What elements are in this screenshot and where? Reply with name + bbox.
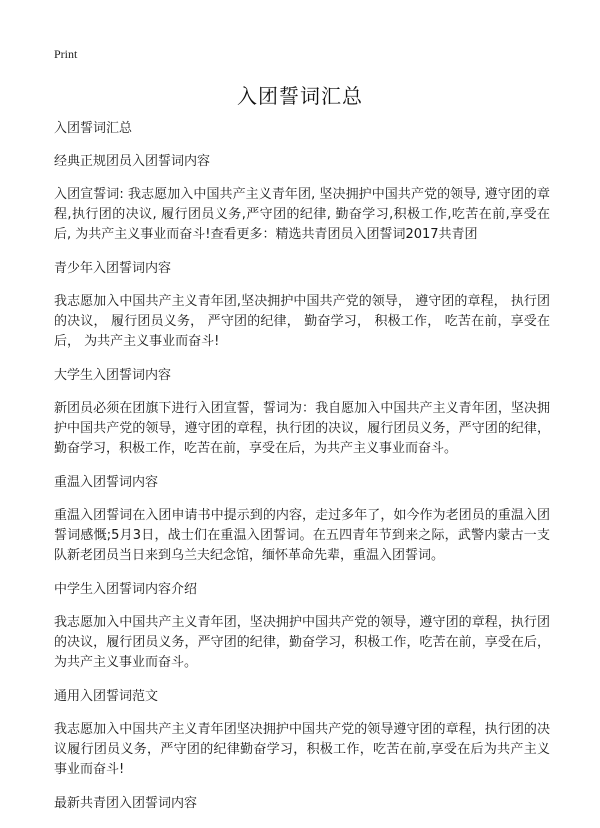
section-heading: 最新共青团入团誓词内容 (54, 796, 198, 811)
intro-text: 入团誓词汇总 (54, 121, 133, 136)
section-body: 入团宣誓词: 我志愿加入中国共产主义青年团, 坚决拥护中国共产党的领导, 遵守团的章程,执行团的决议, 履行团员义务,严守团的纪律, 勤奋学习,积极工作,吃苦在前,享受在后, 为共产主义事业而奋斗!查看更多：精选共青团员入团誓词2017共青团 (54, 187, 550, 242)
section-latest (54, 794, 550, 814)
section-general (54, 687, 550, 780)
section-renew (54, 473, 550, 566)
section-heading: 中学生入团誓词内容介绍 (54, 582, 198, 597)
section-body: 重温入团誓词在入团申请书中提示到的内容，走过多年了，如今作为老团员的重温入团誓词感慨;5月3日，战士们在重温入团誓词。在五四青年节到来之际，武警内蒙古一支队新老团员当日来到乌兰夫纪念馆，缅怀革命先辈，重温入团誓词。 (54, 508, 550, 563)
section-middle-school (54, 580, 550, 673)
section-classic (54, 152, 550, 245)
section-body: 我志愿加入中国共产主义青年团，坚决拥护中国共产党的领导，遵守团的章程，执行团的决议，履行团员义务，严守团的纪律，勤奋学习，积极工作，吃苦在前，享受在后，为共产主义事业而奋斗。 (54, 615, 550, 670)
print-label: Print (54, 47, 78, 61)
section-body: 新团员必须在团旗下进行入团宣誓，誓词为：我自愿加入中国共产主义青年团，坚决拥护中国共产党的领导，遵守团的章程，执行团的决议，履行团员义务，严守团的纪律，勤奋学习，积极工作，吃苦在前，享受在后，为共产主义事业而奋斗。 (54, 401, 550, 456)
section-heading: 经典正规团员入团誓词内容 (54, 154, 211, 169)
document-title: 入团誓词汇总 (237, 84, 363, 108)
section-youth (54, 259, 550, 352)
section-heading: 重温入团誓词内容 (54, 475, 159, 490)
document-body (54, 119, 550, 814)
section-body: 我志愿加入中国共产主义青年团坚决拥护中国共产党的领导遵守团的章程，执行团的决议履行团员义务，严守团的纪律勤奋学习，积极工作，吃苦在前,享受在后为共产主义事业而奋斗! (54, 722, 550, 777)
section-heading: 大学生入团誓词内容 (54, 368, 172, 383)
section-college (54, 366, 550, 459)
section-heading: 青少年入团誓词内容 (54, 261, 172, 276)
section-body: 我志愿加入中国共产主义青年团,坚决拥护中国共产党的领导， 遵守团的章程， 执行团的决议， 履行团员义务， 严守团的纪律， 勤奋学习， 积极工作， 吃苦在前，享受在后， 为共产主义事业而奋斗! (54, 294, 550, 349)
section-heading: 通用入团誓词范文 (54, 689, 159, 704)
